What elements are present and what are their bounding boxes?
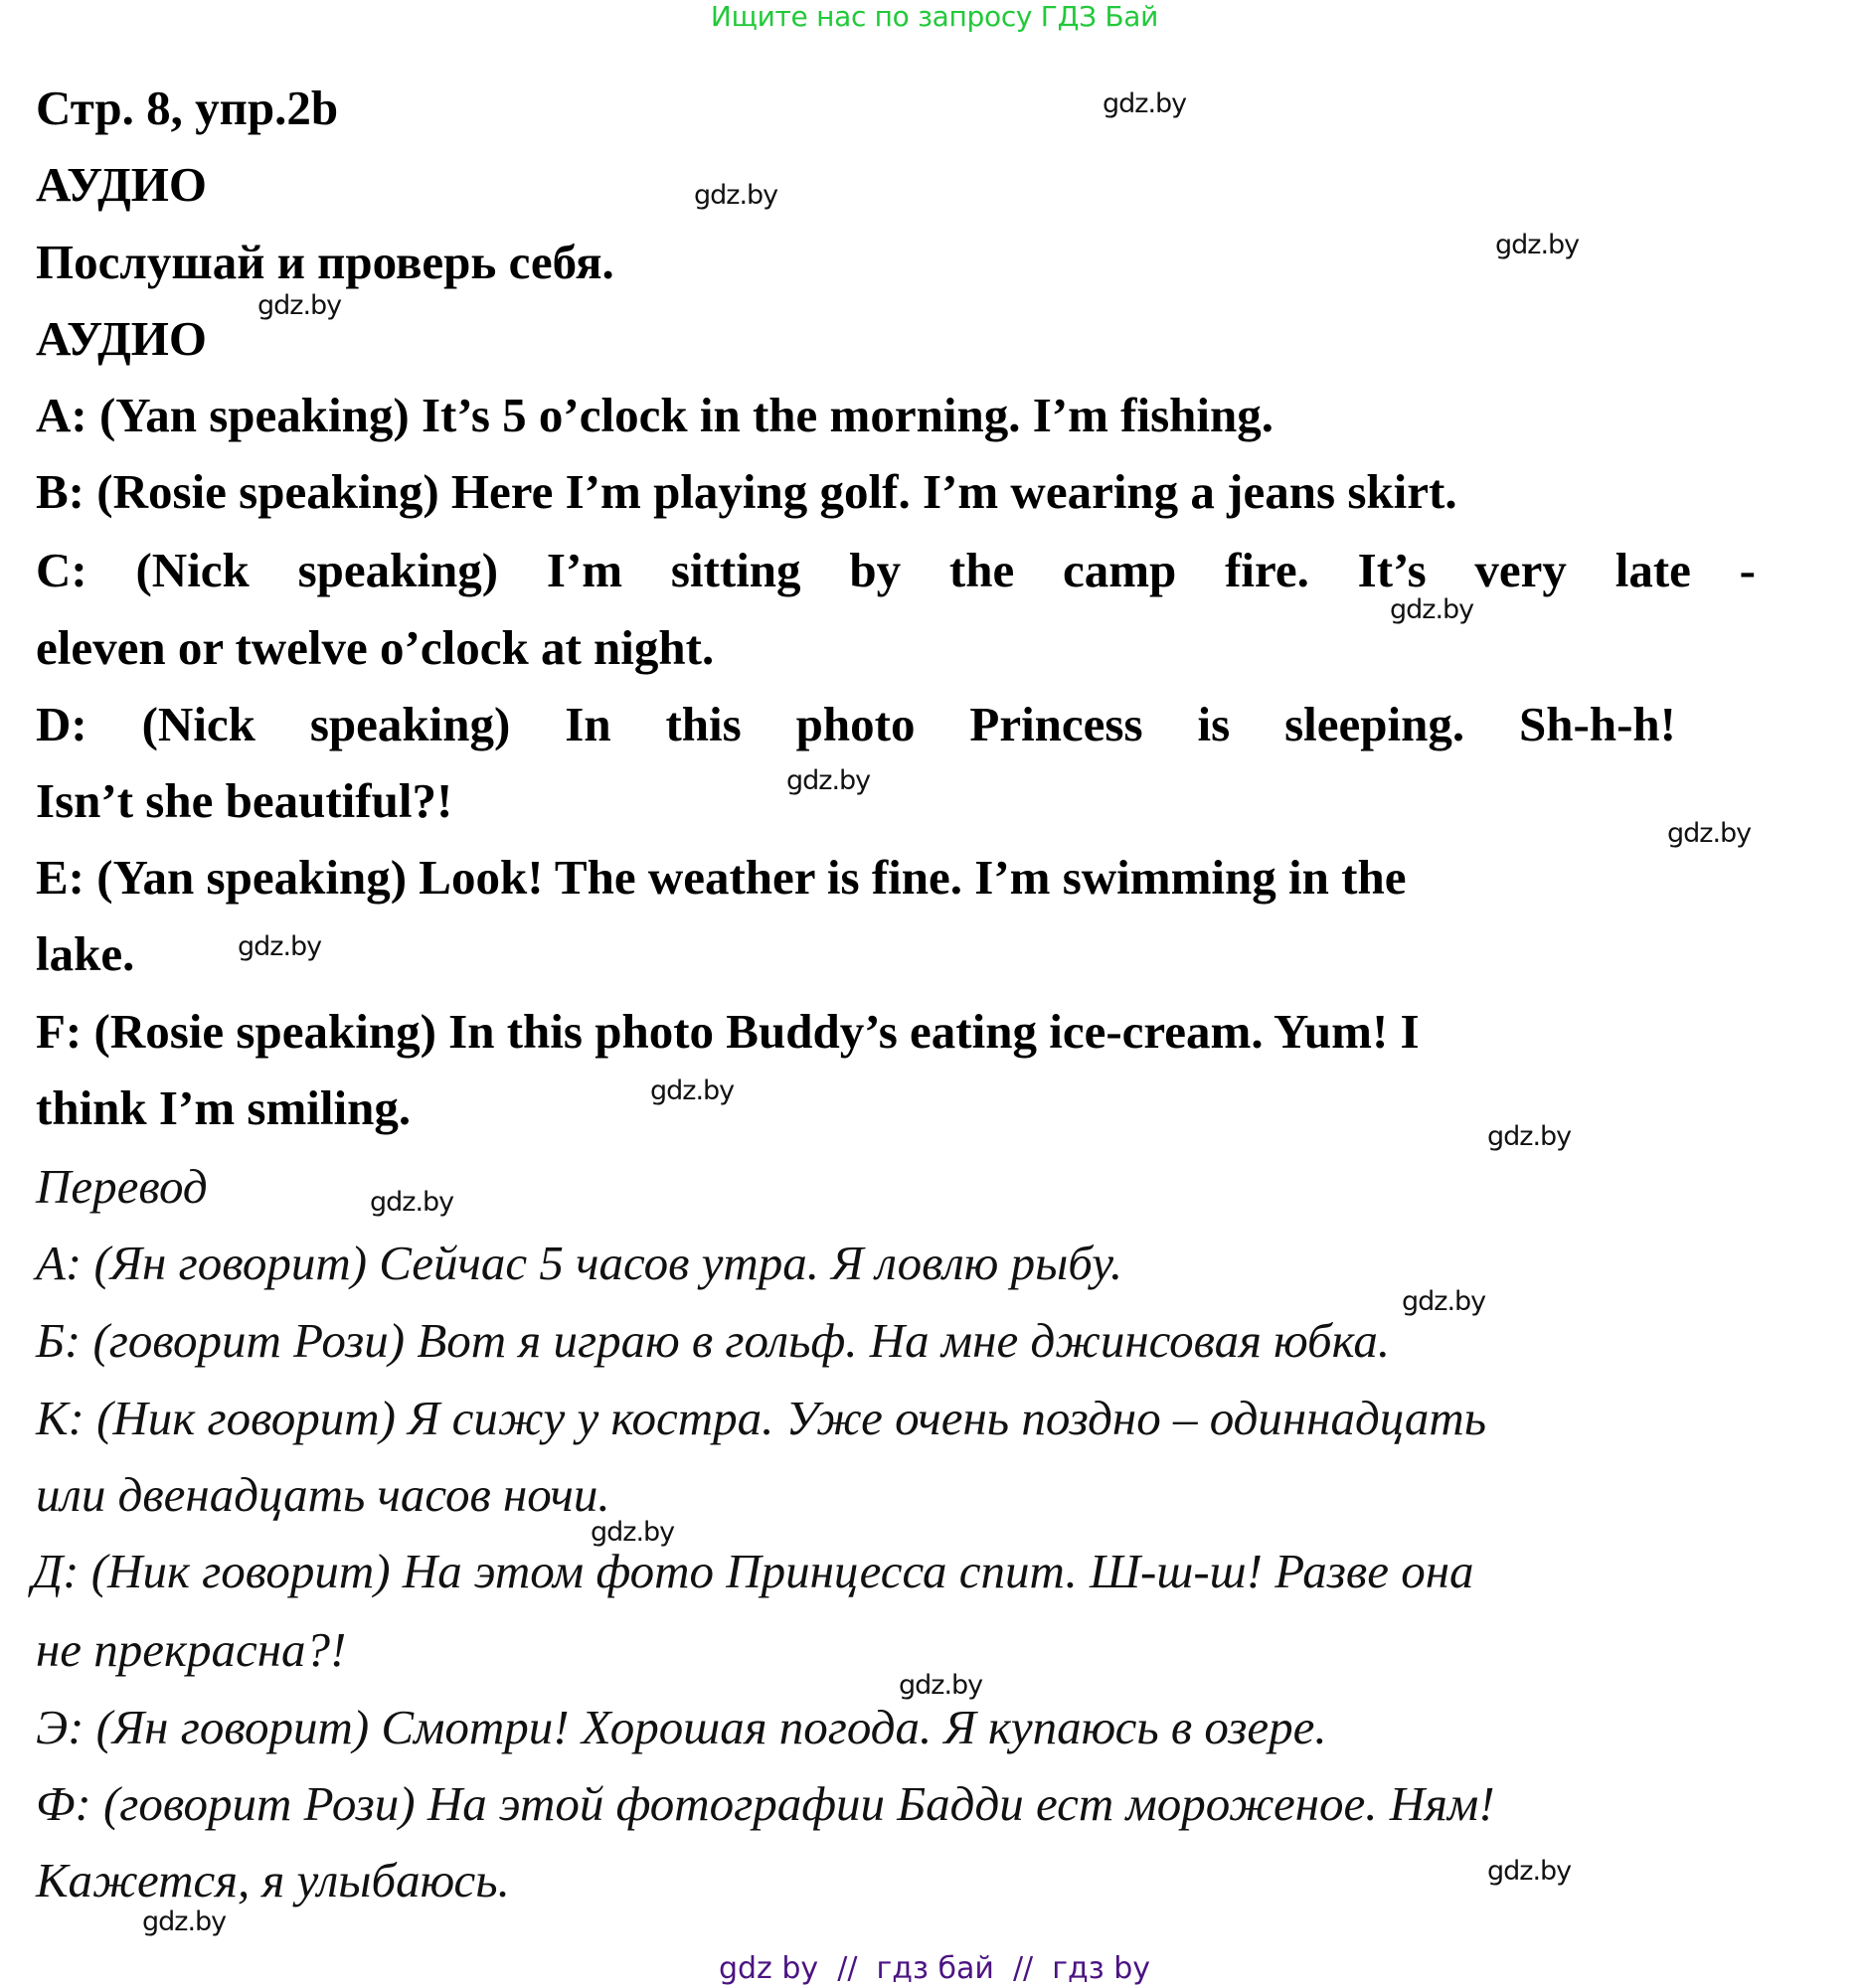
search-banner: Ищите нас по запросу ГДЗ Бай: [710, 0, 1159, 33]
transcript-line-c-cont: eleven or twelve o’clock at night.: [36, 620, 715, 675]
footer-links: gdz by // гдз бай // гдз by: [718, 1951, 1151, 1986]
audio-label: АУДИО: [36, 157, 208, 212]
instruction-text: Послушай и проверь себя.: [36, 235, 614, 289]
exercise-title: Стр. 8, упр.2b: [36, 81, 339, 135]
watermark: gdz.by: [238, 931, 322, 962]
transcript-line-d: D: (Nick speaking) In this photo Princess is sleeping. Sh-h-h!: [36, 697, 1676, 751]
watermark: gdz.by: [1390, 594, 1474, 625]
transcript-line-c: C: (Nick speaking) I’m sitting by the camp fire. It’s very late -: [36, 543, 1756, 597]
transcript-line-d-cont: Isn’t she beautiful?!: [36, 773, 453, 828]
transcript-line-f: F: (Rosie speaking) In this photo Buddy’s eating ice-cream. Yum! I: [36, 1004, 1420, 1059]
watermark: gdz.by: [899, 1670, 983, 1701]
watermark: gdz.by: [370, 1187, 454, 1218]
transcript-line-e: E: (Yan speaking) Look! The weather is fine. I’m swimming in the: [36, 850, 1407, 905]
audio-label: АУДИО: [36, 311, 208, 366]
watermark: gdz.by: [694, 180, 778, 211]
translation-line-f-cont: Кажется, я улыбаюсь.: [36, 1853, 510, 1907]
translation-line-d: Д: (Ник говорит) На этом фото Принцесса спит. Ш-ш-ш! Разве она: [32, 1544, 1474, 1598]
translation-line-a: А: (Ян говорит) Сейчас 5 часов утра. Я ловлю рыбу.: [36, 1236, 1123, 1290]
translation-line-k: К: (Ник говорит) Я сижу у костра. Уже очень поздно – одиннадцать: [36, 1391, 1487, 1445]
watermark: gdz.by: [650, 1076, 735, 1106]
watermark: gdz.by: [1667, 818, 1752, 849]
watermark: gdz.by: [1402, 1286, 1486, 1317]
watermark: gdz.by: [1487, 1856, 1572, 1887]
watermark: gdz.by: [1495, 230, 1580, 260]
translation-line-f: Ф: (говорит Рози) На этой фотографии Бадди ест мороженое. Ням!: [36, 1776, 1495, 1831]
watermark: gdz.by: [1487, 1121, 1572, 1152]
translation-line-b: Б: (говорит Рози) Вот я играю в гольф. На мне джинсовая юбка.: [36, 1313, 1391, 1368]
watermark: gdz.by: [591, 1517, 675, 1548]
watermark: gdz.by: [142, 1906, 227, 1937]
watermark: gdz.by: [786, 765, 871, 796]
watermark: gdz.by: [257, 290, 342, 321]
translation-line-e: Э: (Ян говорит) Смотри! Хорошая погода. Я купаюсь в озере.: [36, 1700, 1327, 1754]
translation-line-k-cont: или двенадцать часов ночи.: [36, 1467, 610, 1522]
translation-heading: Перевод: [36, 1159, 208, 1214]
transcript-line-b: B: (Rosie speaking) Here I’m playing golf. I’m wearing a jeans skirt.: [36, 464, 1457, 519]
transcript-line-f-cont: think I’m smiling.: [36, 1080, 412, 1135]
transcript-line-a: A: (Yan speaking) It’s 5 o’clock in the morning. I’m fishing.: [36, 388, 1274, 442]
transcript-line-e-cont: lake.: [36, 926, 135, 981]
translation-line-d-cont: не прекрасна?!: [36, 1622, 347, 1677]
watermark: gdz.by: [1103, 88, 1187, 119]
